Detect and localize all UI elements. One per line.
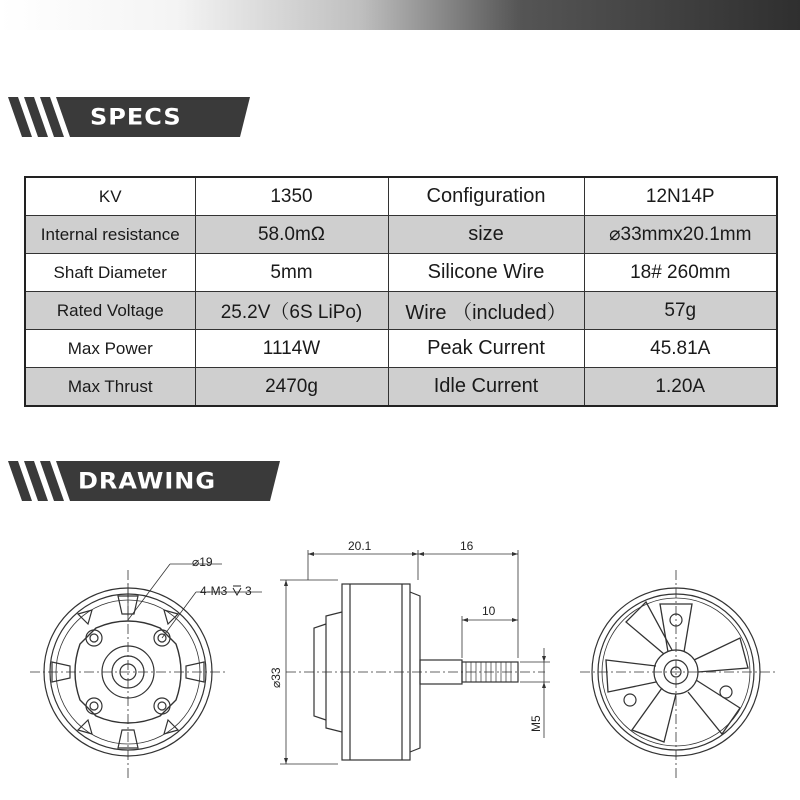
side-shaft-thread-label: 10 [482,604,496,618]
spec-value-cell: 1350 [195,177,388,216]
spec-value-cell: 1.20A [584,368,777,407]
side-length-label: 20.1 [348,539,372,553]
side-diameter-label: ⌀33 [269,667,283,688]
side-shaft-size-label: M5 [529,715,543,732]
spec-value-cell: 2470g [195,368,388,407]
spec-label-cell: Max Thrust [25,368,195,407]
spec-value-cell: ⌀33mmx20.1mm [584,216,777,254]
front-holes-label: 4-M3 [200,584,228,598]
specs-row [25,368,777,407]
specs-row [25,254,777,292]
spec-value-cell: 5mm [195,254,388,292]
specs-row [25,216,777,254]
rear-view [580,570,775,778]
side-shaft-total-label: 16 [460,539,474,553]
spec-value-cell: 12N14P [584,177,777,216]
spec-label-cell: Rated Voltage [25,292,195,330]
spec-label-cell: KV [25,177,195,216]
top-gradient-bar [0,0,800,30]
spec-value-cell: 25.2V（6S LiPo) [195,292,388,330]
spec-value-cell: 58.0mΩ [195,216,388,254]
spec-label-cell: Internal resistance [25,216,195,254]
spec-value-cell: 18# 260mm [584,254,777,292]
drawing-banner [8,461,268,501]
spec-label-cell: Peak Current [388,330,584,368]
spec-value-cell: 45.81A [584,330,777,368]
front-diameter-label: ⌀19 [192,555,213,569]
specs-row [25,177,777,216]
spec-value-cell: 57g [584,292,777,330]
specs-title: SPECS [90,104,182,130]
depth-symbol-icon [233,586,241,595]
specs-banner [8,97,268,137]
spec-value-cell: 1114W [195,330,388,368]
spec-label-cell: Max Power [25,330,195,368]
specs-table [24,176,778,407]
side-view [280,550,550,764]
spec-label-cell: Shaft Diameter [25,254,195,292]
spec-label-cell: Idle Current [388,368,584,407]
spec-label-cell: Configuration [388,177,584,216]
front-depth-label: 3 [245,584,252,598]
drawing-title: DRAWING [78,468,217,494]
spec-label-cell: Silicone Wire [388,254,584,292]
technical-drawing [0,520,800,800]
spec-label-cell: Wire （included） [388,292,584,330]
specs-row [25,330,777,368]
spec-label-cell: size [388,216,584,254]
specs-row [25,292,777,330]
